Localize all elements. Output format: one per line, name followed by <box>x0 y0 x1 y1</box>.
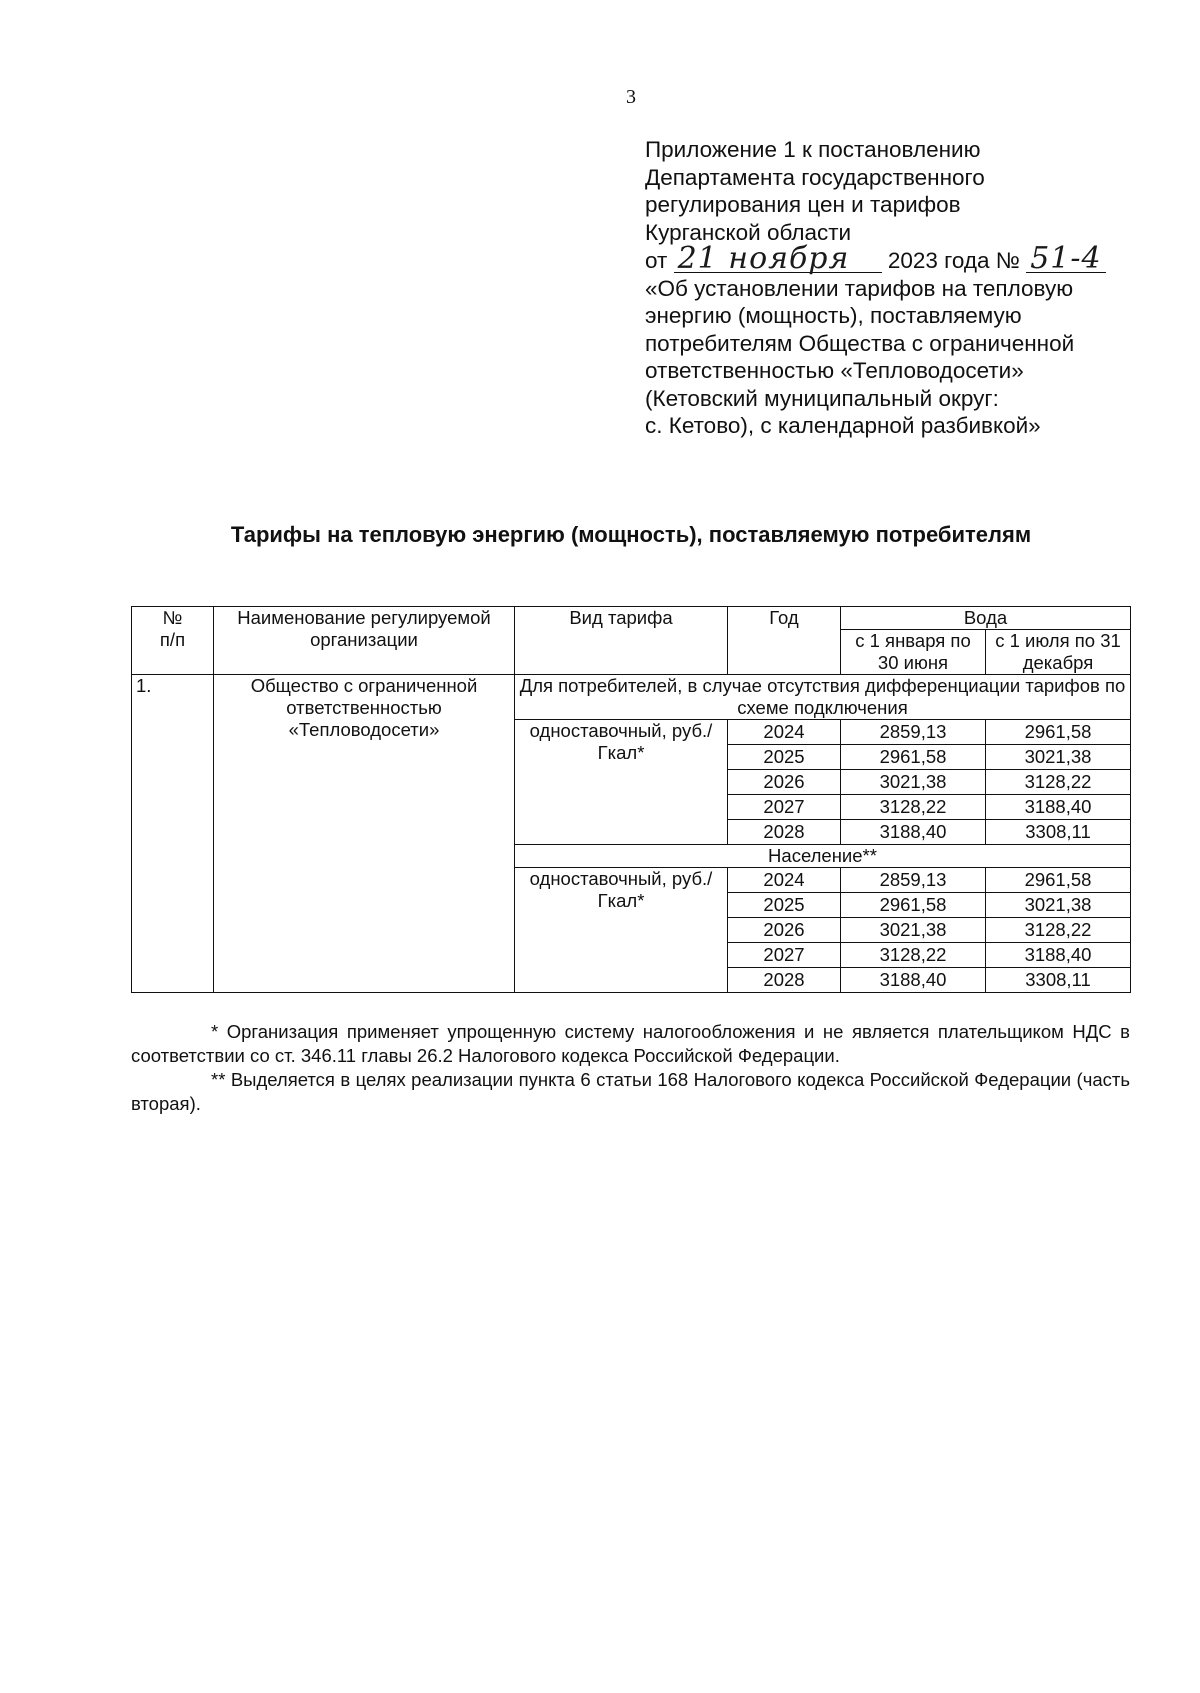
year-cell: 2025 <box>728 745 841 770</box>
header-water: Вода <box>841 607 1131 630</box>
half-1-value: 3021,38 <box>841 918 986 943</box>
half-2-value: 3021,38 <box>986 893 1131 918</box>
half-2-value: 3128,22 <box>986 918 1131 943</box>
half-1-value: 2859,13 <box>841 868 986 893</box>
appendix-header <box>645 136 1115 440</box>
header-tariff-type: Вид тарифа <box>515 607 728 675</box>
tariff-table <box>131 606 1131 993</box>
half-2-value: 3188,40 <box>986 795 1131 820</box>
half-2-value: 3128,22 <box>986 770 1131 795</box>
date-prefix: от <box>645 248 668 273</box>
appendix-line: с. Кетово), с календарной разбивкой» <box>645 413 1041 438</box>
appendix-line: ответственностью «Тепловодосети» <box>645 358 1024 383</box>
year-cell: 2027 <box>728 795 841 820</box>
half-1-value: 2961,58 <box>841 893 986 918</box>
appendix-line: потребителям Общества с ограниченной <box>645 330 1075 356</box>
appendix-line: «Об установлении тарифов на тепловую <box>645 275 1074 301</box>
year-cell: 2028 <box>728 968 841 993</box>
year-cell: 2028 <box>728 820 841 845</box>
appendix-line: Приложение 1 к постановлению <box>645 137 981 162</box>
document-title: Тарифы на тепловую энергию (мощность), поставляемую потребителям <box>230 522 1032 547</box>
half-2-value: 2961,58 <box>986 720 1131 745</box>
appendix-line: (Кетовский муниципальный округ: <box>645 385 999 411</box>
year-cell: 2025 <box>728 893 841 918</box>
half-2-value: 3021,38 <box>986 745 1131 770</box>
half-1-value: 3128,22 <box>841 943 986 968</box>
row-number: 1. <box>132 675 214 993</box>
appendix-line: энергию (мощность), поставляемую <box>645 303 1022 328</box>
header-half-2: с 1 июля по 31 декабря <box>986 630 1131 675</box>
footnote-2: ** Выделяется в целях реализации пункта 6 статьи 168 Налогового кодекса Российской Федерации (часть вторая). <box>131 1069 1130 1114</box>
year-cell: 2026 <box>728 770 841 795</box>
appendix-date-line <box>645 241 1115 276</box>
date-year: 2023 года № <box>887 248 1020 273</box>
header-num: № п/п <box>132 607 214 675</box>
appendix-line: Курганской области <box>645 219 852 245</box>
half-1-value: 3021,38 <box>841 770 986 795</box>
tariff-type: одноставочный, руб./Гкал* <box>515 868 728 993</box>
organization-name: Общество с ограниченной ответственностью «Тепловодосети» <box>214 675 515 993</box>
year-cell: 2027 <box>728 943 841 968</box>
group-label: Для потребителей, в случае отсутствия дифференциации тарифов по схеме подключения <box>515 675 1131 720</box>
footnotes <box>131 1020 1130 1116</box>
tariff-type: одноставочный, руб./Гкал* <box>515 720 728 845</box>
header-row <box>132 607 1131 630</box>
half-1-value: 3128,22 <box>841 795 986 820</box>
year-cell: 2024 <box>728 868 841 893</box>
half-2-value: 3308,11 <box>986 820 1131 845</box>
handwritten-date: 21 ноября <box>674 246 882 273</box>
year-cell: 2026 <box>728 918 841 943</box>
footnote-1: * Организация применяет упрощенную систему налогообложения и не является плательщиком НДС в соответствии со ст. 346.11 главы 26.2 Налогового кодекса Российской Федерации. <box>131 1021 1130 1066</box>
header-half-1: с 1 января по 30 июня <box>841 630 986 675</box>
page-number: 3 <box>626 86 636 108</box>
half-2-value: 3308,11 <box>986 968 1131 993</box>
group-label: Население** <box>515 845 1131 868</box>
appendix-line: Департамента государственного <box>645 164 985 190</box>
half-2-value: 3188,40 <box>986 943 1131 968</box>
half-1-value: 2859,13 <box>841 720 986 745</box>
appendix-line: регулирования цен и тарифов <box>645 192 961 217</box>
half-2-value: 2961,58 <box>986 868 1131 893</box>
header-year: Год <box>728 607 841 675</box>
year-cell: 2024 <box>728 720 841 745</box>
half-1-value: 3188,40 <box>841 968 986 993</box>
group-label-row <box>132 675 1131 720</box>
handwritten-number: 51-4 <box>1026 246 1106 273</box>
half-1-value: 2961,58 <box>841 745 986 770</box>
half-1-value: 3188,40 <box>841 820 986 845</box>
header-organization: Наименование регулируемой организации <box>214 607 515 675</box>
